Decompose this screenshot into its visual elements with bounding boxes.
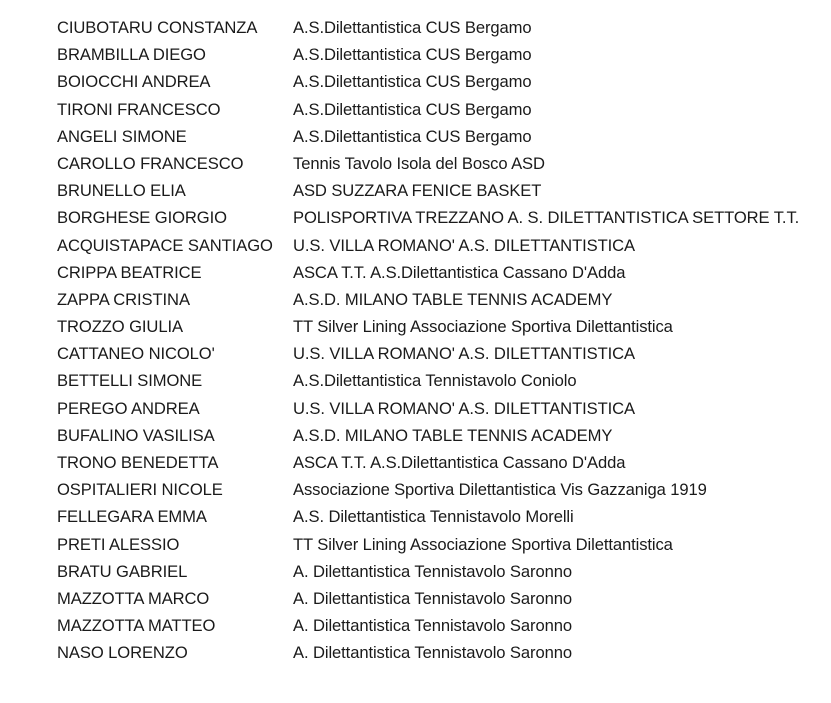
player-name: BOIOCCHI ANDREA (57, 72, 211, 92)
club-name: A. Dilettantistica Tennistavolo Saronno (293, 588, 572, 608)
player-name: BORGHESE GIORGIO (57, 208, 227, 228)
list-item (57, 585, 799, 612)
player-name: BRUNELLO ELIA (57, 181, 186, 201)
club-name: A.S. Dilettantistica Tennistavolo Morelli (293, 507, 574, 527)
club-name: U.S. VILLA ROMANO' A.S. DILETTANTISTICA (293, 398, 635, 418)
player-name: TRONO BENEDETTA (57, 453, 219, 472)
list-item (57, 367, 799, 394)
list-item (57, 14, 799, 41)
club-name: ASD SUZZARA FENICE BASKET (293, 181, 542, 201)
player-club-list (57, 14, 799, 667)
club-name: TT Silver Lining Associazione Sportiva Dilettantistica (293, 534, 673, 554)
player-name: CIUBOTARU CONSTANZA (57, 18, 258, 37)
player-name: BRAMBILLA DIEGO (57, 45, 206, 65)
club-name: ASCA T.T. A.S.Dilettantistica Cassano D'Adda (293, 453, 626, 472)
club-name: A.S.Dilettantistica CUS Bergamo (293, 72, 532, 92)
list-item (57, 476, 799, 503)
club-name: A.S.Dilettantistica Tennistavolo Coniolo (293, 371, 577, 391)
player-name: ACQUISTAPACE SANTIAGO (57, 235, 273, 255)
player-name: PRETI ALESSIO (57, 534, 180, 554)
club-name: A.S.Dilettantistica CUS Bergamo (293, 99, 532, 119)
player-name: CRIPPA BEATRICE (57, 262, 202, 282)
club-name: A.S.Dilettantistica CUS Bergamo (293, 45, 532, 65)
player-name: BETTELLI SIMONE (57, 371, 203, 391)
list-item (57, 531, 799, 558)
club-name: A. Dilettantistica Tennistavolo Saronno (293, 616, 572, 636)
list-item (57, 150, 799, 177)
club-name: A. Dilettantistica Tennistavolo Saronno (293, 643, 572, 663)
list-item (57, 422, 799, 449)
player-name: FELLEGARA EMMA (57, 507, 207, 527)
list-item (57, 41, 799, 68)
club-name: A.S.Dilettantistica CUS Bergamo (293, 18, 532, 37)
list-item (57, 558, 799, 585)
list-item (57, 123, 799, 150)
club-name: POLISPORTIVA TREZZANO A. S. DILETTANTISTICA SETTORE T.T. (293, 208, 800, 228)
club-name: TT Silver Lining Associazione Sportiva Dilettantistica (293, 317, 673, 337)
player-name: ANGELI SIMONE (57, 126, 187, 146)
player-name: OSPITALIERI NICOLE (57, 480, 223, 500)
list-item (57, 68, 799, 95)
player-name: BUFALINO VASILISA (57, 425, 215, 445)
list-item (57, 286, 799, 313)
player-name: CATTANEO NICOLO' (57, 344, 215, 364)
club-name: Associazione Sportiva Dilettantistica Vis Gazzaniga 1919 (293, 480, 707, 500)
player-name: CAROLLO FRANCESCO (57, 153, 244, 173)
list-item (57, 503, 799, 530)
list-item (57, 313, 799, 340)
club-name: U.S. VILLA ROMANO' A.S. DILETTANTISTICA (293, 344, 635, 364)
list-item (57, 259, 799, 286)
club-name: U.S. VILLA ROMANO' A.S. DILETTANTISTICA (293, 235, 635, 255)
club-name: ASCA T.T. A.S.Dilettantistica Cassano D'Adda (293, 262, 626, 282)
list-item (57, 177, 799, 204)
player-name: NASO LORENZO (57, 643, 188, 663)
player-name: ZAPPA CRISTINA (57, 289, 190, 309)
club-name: A.S.Dilettantistica CUS Bergamo (293, 126, 532, 146)
player-name: BRATU GABRIEL (57, 561, 188, 581)
player-name: TROZZO GIULIA (57, 317, 183, 337)
player-name: PEREGO ANDREA (57, 398, 200, 418)
club-name: A.S.D. MILANO TABLE TENNIS ACADEMY (293, 425, 613, 445)
player-name: TIRONI FRANCESCO (57, 99, 221, 119)
club-name: A.S.D. MILANO TABLE TENNIS ACADEMY (293, 289, 613, 309)
player-name: MAZZOTTA MATTEO (57, 616, 216, 636)
list-item (57, 340, 799, 367)
list-item (57, 232, 799, 259)
list-item (57, 204, 799, 231)
list-item (57, 612, 799, 639)
list-item (57, 96, 799, 123)
club-name: Tennis Tavolo Isola del Bosco ASD (293, 153, 545, 173)
list-item (57, 449, 799, 476)
player-name: MAZZOTTA MARCO (57, 588, 210, 608)
list-item (57, 395, 799, 422)
list-item (57, 639, 799, 666)
club-name: A. Dilettantistica Tennistavolo Saronno (293, 561, 572, 581)
